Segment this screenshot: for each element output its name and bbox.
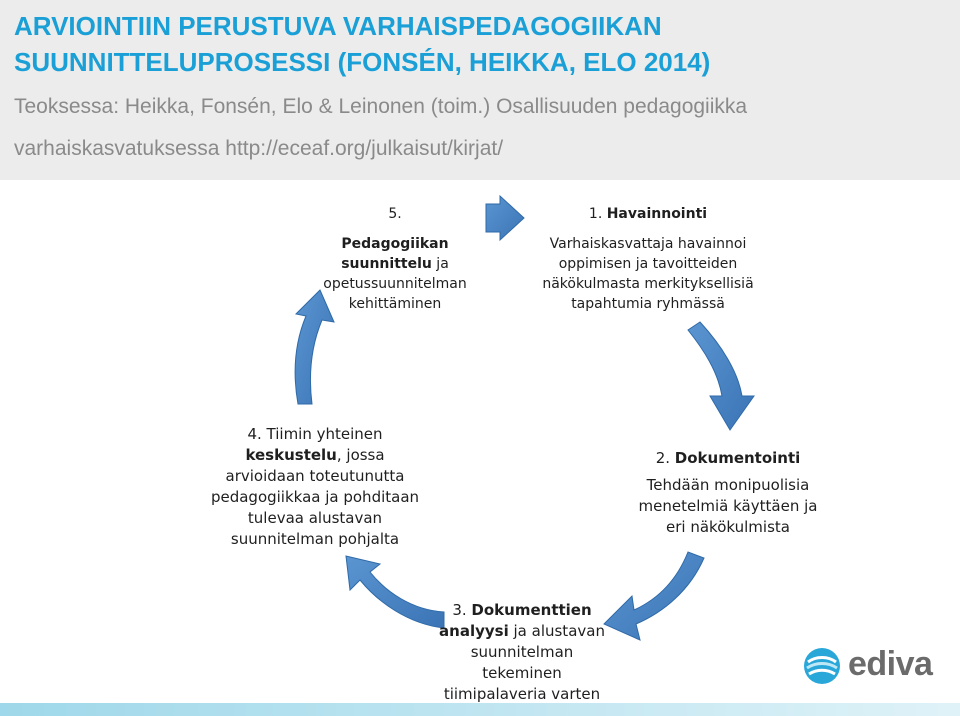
step-4-text: , jossa arvioidaan toteutunutta pedagogiikkaa ja pohditaan tulevaa alustavan suunnitelman pohjalta (210, 446, 420, 548)
footer-bar (0, 703, 960, 716)
arrow-3-to-4 (346, 556, 444, 628)
step-5-heading: Pedagogiikan suunnittelu (341, 236, 449, 272)
ediva-logo-text: ediva (848, 645, 933, 683)
step-5-number: 5. (388, 206, 402, 222)
arrow-2-to-3 (604, 552, 704, 640)
step-2 (628, 448, 828, 538)
arrow-1-to-2 (688, 322, 754, 430)
page-title: ARVIOINTIIN PERUSTUVA VARHAISPEDAGOGIIKAN SUUNNITTELUPROSESSI (FONSÉN, HEIKKA, ELO 2014) (14, 11, 711, 77)
step-3 (434, 600, 610, 705)
step-3-text: ja alustavan suunnitelman tekeminen tiimipalaveria varten (443, 622, 605, 703)
step-2-number: 2. (655, 449, 675, 467)
step-1-heading: Havainnointi (606, 206, 708, 222)
ediva-logo-icon (800, 644, 844, 688)
arrow-5-to-1 (486, 196, 524, 240)
step-4 (210, 424, 420, 550)
step-2-heading: Dokumentointi (674, 449, 801, 467)
step-4-number: 4. Tiimin yhteinen (247, 425, 383, 443)
step-1 (532, 204, 764, 314)
step-5-text: ja opetussuunnitelman kehittäminen (323, 256, 467, 312)
step-3-heading: Dokumenttien analyysi (439, 601, 592, 640)
step-1-text: Varhaiskasvattaja havainnoi oppimisen ja tavoitteiden näkökulmasta merkityksellisiä tapahtumia ryhmässä (542, 236, 754, 312)
step-3-number: 3. (452, 601, 472, 619)
step-1-number: 1. (588, 206, 607, 222)
step-2-text: Tehdään monipuolisia menetelmiä käyttäen ja eri näkökulmista (638, 476, 818, 536)
step-5 (300, 204, 490, 314)
step-4-heading: keskustelu (245, 446, 337, 464)
page-subtitle: Teoksessa: Heikka, Fonsén, Elo & Leinonen (toim.) Osallisuuden pedagogiikka varhaiskasvatuksessa http://eceaf.org/julkaisut/kirjat/ (14, 95, 748, 160)
